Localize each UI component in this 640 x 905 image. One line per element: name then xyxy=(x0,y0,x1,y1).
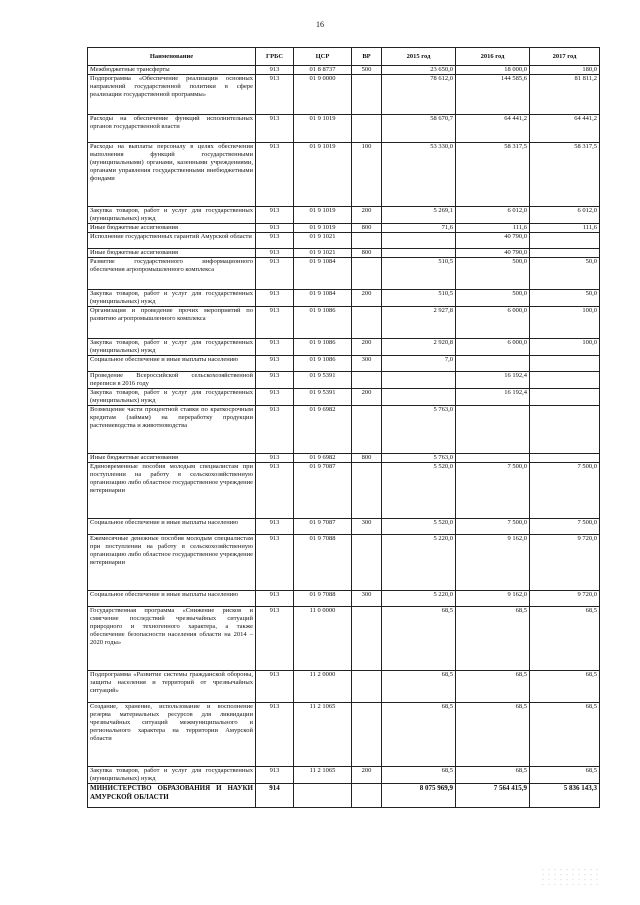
cell-grbs: 913 xyxy=(256,703,294,767)
cell-grbs: 913 xyxy=(256,356,294,372)
cell-2015: 5 220,0 xyxy=(382,535,456,591)
cell-2016: 7 564 415,9 xyxy=(456,784,530,808)
cell-csr: 01 9 1084 xyxy=(294,258,352,290)
cell-2017: 100,0 xyxy=(530,307,600,339)
cell-csr: 01 9 6982 xyxy=(294,406,352,454)
cell-2017 xyxy=(530,454,600,463)
cell-2015 xyxy=(382,372,456,389)
cell-2015 xyxy=(382,249,456,258)
cell-grbs: 913 xyxy=(256,519,294,535)
table-row xyxy=(88,224,600,233)
cell-grbs: 913 xyxy=(256,406,294,454)
cell-2015: 510,5 xyxy=(382,290,456,307)
cell-csr: 01 9 1086 xyxy=(294,356,352,372)
table-row xyxy=(88,767,600,784)
cell-2015: 68,5 xyxy=(382,607,456,671)
cell-name: МИНИСТЕРСТВО ОБРАЗОВАНИЯ И НАУКИ АМУРСКОЙ ОБЛАСТИ xyxy=(88,784,256,808)
cell-2016: 6 000,0 xyxy=(456,307,530,339)
cell-2015: 7,0 xyxy=(382,356,456,372)
cell-name: Возмещение части процентной ставки по краткосрочным кредитам (займам) на переработку продукции растениеводства и животноводства xyxy=(88,406,256,454)
cell-2017: 111,6 xyxy=(530,224,600,233)
table-row xyxy=(88,66,600,75)
header-2016: 2016 год xyxy=(456,48,530,66)
cell-2017: 64 441,2 xyxy=(530,115,600,143)
cell-grbs: 913 xyxy=(256,143,294,207)
cell-grbs: 913 xyxy=(256,372,294,389)
cell-name: Организация и проведение прочих мероприятий по развитию агропромышленного комплекса xyxy=(88,307,256,339)
cell-grbs: 913 xyxy=(256,389,294,406)
cell-vr: 200 xyxy=(352,290,382,307)
cell-name: Закупка товаров, работ и услуг для государственных (муниципальных) нужд xyxy=(88,339,256,356)
cell-csr: 01 9 0000 xyxy=(294,75,352,115)
cell-vr: 800 xyxy=(352,454,382,463)
table-row xyxy=(88,143,600,207)
cell-2015: 2 927,8 xyxy=(382,307,456,339)
header-name: Наименование xyxy=(88,48,256,66)
table-row xyxy=(88,372,600,389)
cell-2015 xyxy=(382,233,456,249)
cell-csr: 01 9 7087 xyxy=(294,463,352,519)
cell-csr: 01 9 6982 xyxy=(294,454,352,463)
cell-csr: 01 9 1086 xyxy=(294,339,352,356)
cell-vr: 200 xyxy=(352,339,382,356)
cell-2017: 5 836 143,3 xyxy=(530,784,600,808)
cell-2015: 68,5 xyxy=(382,703,456,767)
cell-vr xyxy=(352,372,382,389)
cell-2017: 9 720,0 xyxy=(530,591,600,607)
table-row xyxy=(88,339,600,356)
cell-csr: 01 8 8737 xyxy=(294,66,352,75)
cell-2017: 68,5 xyxy=(530,767,600,784)
cell-name: Социальное обеспечение и иные выплаты населению xyxy=(88,519,256,535)
cell-grbs: 913 xyxy=(256,258,294,290)
cell-2016 xyxy=(456,454,530,463)
table-row xyxy=(88,671,600,703)
table-row xyxy=(88,454,600,463)
cell-2017: 180,0 xyxy=(530,66,600,75)
header-grbs: ГРБС xyxy=(256,48,294,66)
table-row xyxy=(88,290,600,307)
cell-grbs: 913 xyxy=(256,607,294,671)
cell-grbs: 913 xyxy=(256,591,294,607)
cell-vr xyxy=(352,75,382,115)
page-number: 16 xyxy=(316,20,324,29)
cell-2017 xyxy=(530,372,600,389)
cell-vr: 200 xyxy=(352,767,382,784)
cell-name: Единовременные пособия молодым специалистам при поступлении на работу в сельскохозяйственную организацию либо областное государственное учреждение ветеринарии xyxy=(88,463,256,519)
cell-vr xyxy=(352,535,382,591)
cell-name: Государственная программа «Снижение рисков и смягчение последствий чрезвычайных ситуаций природного и техногенного характера, а также обеспечение безопасности населения области на 2014 – 2020 годы» xyxy=(88,607,256,671)
table-row xyxy=(88,591,600,607)
table-row xyxy=(88,535,600,591)
cell-2017: 68,5 xyxy=(530,703,600,767)
cell-2015 xyxy=(382,389,456,406)
cell-vr: 500 xyxy=(352,66,382,75)
header-2015: 2015 год xyxy=(382,48,456,66)
cell-vr: 200 xyxy=(352,207,382,224)
cell-2016: 40 790,0 xyxy=(456,249,530,258)
cell-csr: 01 9 1021 xyxy=(294,233,352,249)
cell-2015: 5 269,1 xyxy=(382,207,456,224)
cell-csr: 01 9 1021 xyxy=(294,249,352,258)
cell-2016: 68,5 xyxy=(456,607,530,671)
header-2017: 2017 год xyxy=(530,48,600,66)
cell-grbs: 913 xyxy=(256,767,294,784)
cell-2017: 81 811,2 xyxy=(530,75,600,115)
cell-grbs: 913 xyxy=(256,66,294,75)
cell-vr: 100 xyxy=(352,143,382,207)
cell-name: Закупка товаров, работ и услуг для государственных (муниципальных) нужд xyxy=(88,290,256,307)
cell-vr xyxy=(352,607,382,671)
cell-2016: 68,5 xyxy=(456,767,530,784)
cell-csr: 01 9 1019 xyxy=(294,224,352,233)
cell-2015: 2 920,8 xyxy=(382,339,456,356)
cell-2017 xyxy=(530,389,600,406)
cell-2017: 9 720,0 xyxy=(530,535,600,591)
cell-2015: 53 330,0 xyxy=(382,143,456,207)
cell-name: Исполнение государственных гарантий Амурской области xyxy=(88,233,256,249)
table-body xyxy=(88,66,600,808)
cell-grbs: 913 xyxy=(256,671,294,703)
cell-grbs: 913 xyxy=(256,454,294,463)
cell-csr: 01 9 5391 xyxy=(294,372,352,389)
cell-csr: 11 2 1065 xyxy=(294,703,352,767)
cell-2015: 5 220,0 xyxy=(382,591,456,607)
cell-vr xyxy=(352,784,382,808)
cell-name: Подпрограмма «Развитие системы гражданской обороны, защиты населения и территорий от чрезвычайных ситуаций» xyxy=(88,671,256,703)
cell-2015: 5 520,0 xyxy=(382,519,456,535)
cell-vr xyxy=(352,115,382,143)
cell-2015: 68,5 xyxy=(382,767,456,784)
table-row xyxy=(88,249,600,258)
cell-grbs: 913 xyxy=(256,339,294,356)
cell-2016: 16 192,4 xyxy=(456,389,530,406)
cell-csr: 11 0 0000 xyxy=(294,607,352,671)
cell-2017 xyxy=(530,233,600,249)
cell-csr xyxy=(294,784,352,808)
cell-name: Межбюджетные трансферты xyxy=(88,66,256,75)
cell-vr xyxy=(352,406,382,454)
cell-csr: 11 2 0000 xyxy=(294,671,352,703)
cell-name: Проведение Всероссийской сельскохозяйственной переписи в 2016 году xyxy=(88,372,256,389)
cell-vr: 800 xyxy=(352,224,382,233)
cell-2016: 500,0 xyxy=(456,290,530,307)
cell-vr: 800 xyxy=(352,249,382,258)
cell-vr xyxy=(352,703,382,767)
cell-vr: 300 xyxy=(352,519,382,535)
cell-csr: 01 9 7088 xyxy=(294,591,352,607)
table-header-row xyxy=(88,48,600,66)
cell-2015: 8 075 969,9 xyxy=(382,784,456,808)
scan-noise xyxy=(540,867,600,887)
cell-2017: 50,0 xyxy=(530,258,600,290)
cell-name: Социальное обеспечение и иные выплаты населению xyxy=(88,591,256,607)
header-csr: ЦСР xyxy=(294,48,352,66)
budget-table xyxy=(87,47,600,808)
cell-grbs: 913 xyxy=(256,233,294,249)
cell-grbs: 913 xyxy=(256,535,294,591)
cell-2016 xyxy=(456,406,530,454)
cell-name: Социальное обеспечение и иные выплаты населению xyxy=(88,356,256,372)
cell-2016: 7 500,0 xyxy=(456,519,530,535)
cell-grbs: 913 xyxy=(256,207,294,224)
cell-csr: 01 9 1019 xyxy=(294,115,352,143)
cell-csr: 01 9 1019 xyxy=(294,143,352,207)
cell-2015: 23 650,0 xyxy=(382,66,456,75)
cell-2017: 68,5 xyxy=(530,607,600,671)
cell-name: Создание, хранение, использование и восполнение резерва материальных ресурсов для ликвидации чрезвычайных ситуаций межмуниципального и регионального характера на территории Амурской области xyxy=(88,703,256,767)
cell-2016: 58 317,5 xyxy=(456,143,530,207)
cell-2015: 5 763,0 xyxy=(382,454,456,463)
cell-name: Иные бюджетные ассигнования xyxy=(88,249,256,258)
cell-name: Закупка товаров, работ и услуг для государственных (муниципальных) нужд xyxy=(88,767,256,784)
cell-2016: 64 441,2 xyxy=(456,115,530,143)
table-row xyxy=(88,519,600,535)
cell-2017 xyxy=(530,356,600,372)
cell-name: Закупка товаров, работ и услуг для государственных (муниципальных) нужд xyxy=(88,389,256,406)
cell-grbs: 913 xyxy=(256,75,294,115)
cell-2017: 68,5 xyxy=(530,671,600,703)
cell-csr: 01 9 1084 xyxy=(294,290,352,307)
cell-grbs: 913 xyxy=(256,115,294,143)
cell-name: Расходы на обеспечение функций исполнительных органов государственной власти xyxy=(88,115,256,143)
table-row xyxy=(88,406,600,454)
table-row xyxy=(88,703,600,767)
cell-vr xyxy=(352,463,382,519)
cell-name: Расходы на выплаты персоналу в целях обеспечения выполнения функций государственными (муниципальными) органами, казенными учреждениями, органами управления государственными внебюджетными фондами xyxy=(88,143,256,207)
cell-csr: 01 9 7087 xyxy=(294,519,352,535)
cell-vr xyxy=(352,258,382,290)
cell-csr: 01 9 5391 xyxy=(294,389,352,406)
cell-2016: 7 500,0 xyxy=(456,463,530,519)
table-row xyxy=(88,258,600,290)
cell-grbs: 913 xyxy=(256,290,294,307)
cell-name: Иные бюджетные ассигнования xyxy=(88,454,256,463)
cell-name: Иные бюджетные ассигнования xyxy=(88,224,256,233)
table-row xyxy=(88,233,600,249)
cell-2016: 6 012,0 xyxy=(456,207,530,224)
cell-grbs: 913 xyxy=(256,224,294,233)
cell-2015: 78 612,0 xyxy=(382,75,456,115)
cell-2015: 510,5 xyxy=(382,258,456,290)
cell-grbs: 913 xyxy=(256,307,294,339)
cell-2017: 100,0 xyxy=(530,339,600,356)
cell-2016 xyxy=(456,356,530,372)
cell-2017: 50,0 xyxy=(530,290,600,307)
cell-csr: 01 9 1019 xyxy=(294,207,352,224)
cell-2015: 58 670,7 xyxy=(382,115,456,143)
cell-2016: 144 585,6 xyxy=(456,75,530,115)
table-row xyxy=(88,115,600,143)
cell-2017 xyxy=(530,249,600,258)
table-row xyxy=(88,463,600,519)
cell-2015: 68,5 xyxy=(382,671,456,703)
cell-2017: 58 317,5 xyxy=(530,143,600,207)
cell-2016: 500,0 xyxy=(456,258,530,290)
table-row xyxy=(88,75,600,115)
cell-2017 xyxy=(530,406,600,454)
cell-csr: 01 9 1086 xyxy=(294,307,352,339)
cell-name: Ежемесячные денежные пособия молодым специалистам при поступлении на работу в сельскохозяйственную организацию либо областное государственное учреждение ветеринарии xyxy=(88,535,256,591)
table-row xyxy=(88,307,600,339)
cell-2015: 5 520,0 xyxy=(382,463,456,519)
cell-grbs: 913 xyxy=(256,463,294,519)
cell-csr: 11 2 1065 xyxy=(294,767,352,784)
cell-vr xyxy=(352,671,382,703)
cell-2016: 18 000,0 xyxy=(456,66,530,75)
table-row xyxy=(88,389,600,406)
cell-2016: 111,6 xyxy=(456,224,530,233)
cell-name: Развитие государственного информационного обеспечения агропромышленного комплекса xyxy=(88,258,256,290)
cell-2017: 7 500,0 xyxy=(530,463,600,519)
cell-2016: 68,5 xyxy=(456,671,530,703)
cell-2015: 5 763,0 xyxy=(382,406,456,454)
cell-2016: 9 162,0 xyxy=(456,591,530,607)
cell-name: Подпрограмма «Обеспечение реализации основных направлений государственной политики в сфере реализации государственной программы» xyxy=(88,75,256,115)
cell-grbs: 914 xyxy=(256,784,294,808)
cell-vr: 300 xyxy=(352,591,382,607)
cell-vr: 200 xyxy=(352,389,382,406)
cell-2017: 6 012,0 xyxy=(530,207,600,224)
cell-2016: 40 790,0 xyxy=(456,233,530,249)
cell-2016: 68,5 xyxy=(456,703,530,767)
table-row xyxy=(88,207,600,224)
table-row xyxy=(88,784,600,808)
cell-name: Закупка товаров, работ и услуг для государственных (муниципальных) нужд xyxy=(88,207,256,224)
cell-2017: 7 500,0 xyxy=(530,519,600,535)
cell-grbs: 913 xyxy=(256,249,294,258)
cell-2016: 9 162,0 xyxy=(456,535,530,591)
cell-vr xyxy=(352,307,382,339)
cell-vr xyxy=(352,233,382,249)
cell-2016: 16 192,4 xyxy=(456,372,530,389)
cell-2015: 71,6 xyxy=(382,224,456,233)
table-row xyxy=(88,356,600,372)
cell-2016: 6 000,0 xyxy=(456,339,530,356)
cell-vr: 300 xyxy=(352,356,382,372)
table-row xyxy=(88,607,600,671)
header-vr: ВР xyxy=(352,48,382,66)
cell-csr: 01 9 7088 xyxy=(294,535,352,591)
